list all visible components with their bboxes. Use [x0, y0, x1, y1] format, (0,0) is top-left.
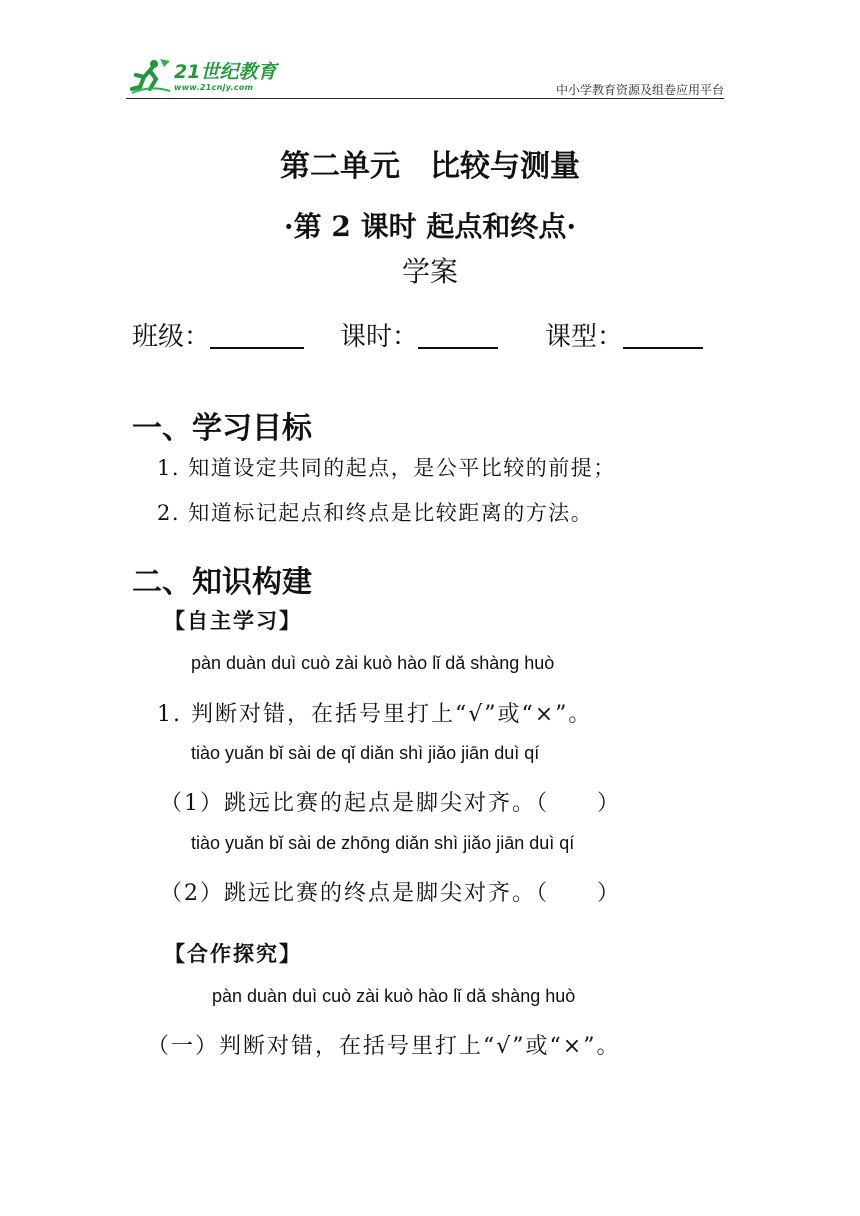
question-1-1: （1）跳远比赛的起点是脚尖对齐。（ ）	[160, 791, 621, 816]
class-label: 班级：	[132, 322, 211, 352]
logo-text: 21世纪教育	[174, 61, 277, 83]
period-label: 课时：	[340, 322, 419, 352]
lesson-title: ·第 2 课时 起点和终点·	[283, 210, 577, 243]
type-label: 课型：	[545, 322, 624, 352]
self-study-label: 【自主学习】	[164, 608, 302, 633]
objective-item-1: 1. 知道设定共同的起点，是公平比较的前提；	[157, 456, 616, 480]
type-field	[545, 316, 703, 353]
header-tagline: 中小学教育资源及组卷应用平台	[555, 83, 724, 97]
cooperative-label: 【合作探究】	[164, 941, 302, 966]
logo	[130, 55, 290, 99]
cooperative-question-1: （一）判断对错，在括号里打上“√”或“×”。	[147, 1034, 621, 1059]
class-blank[interactable]	[210, 319, 304, 349]
type-blank[interactable]	[623, 319, 703, 349]
question-1-2: （2）跳远比赛的终点是脚尖对齐。（ ）	[160, 881, 621, 906]
objective-item-2: 2. 知道标记起点和终点是比较距离的方法。	[157, 501, 594, 525]
question-1: 1. 判断对错，在括号里打上“√”或“×”。	[157, 702, 593, 727]
section-heading-objectives: 一、学习目标	[132, 411, 312, 446]
period-field	[340, 316, 498, 353]
pinyin-line: pàn duàn duì cuò zài kuò hào lǐ dǎ shàng huò	[212, 986, 576, 1006]
pinyin-line: pàn duàn duì cuò zài kuò hào lǐ dǎ shàng huò	[191, 653, 555, 673]
pinyin-line: tiào yuǎn bǐ sài de qǐ diǎn shì jiǎo jiān duì qí	[191, 743, 540, 763]
header-divider	[126, 98, 724, 99]
period-blank[interactable]	[418, 319, 498, 349]
runner-icon	[130, 55, 172, 97]
section-heading-knowledge: 二、知识构建	[132, 565, 312, 600]
class-field	[132, 316, 304, 353]
pinyin-line: tiào yuǎn bǐ sài de zhōng diǎn shì jiǎo jiān duì qí	[191, 833, 575, 853]
logo-url: www.21cnjy.com	[174, 83, 254, 92]
unit-title: 第二单元 比较与测量	[280, 149, 580, 184]
doc-type-title: 学案	[401, 255, 458, 288]
